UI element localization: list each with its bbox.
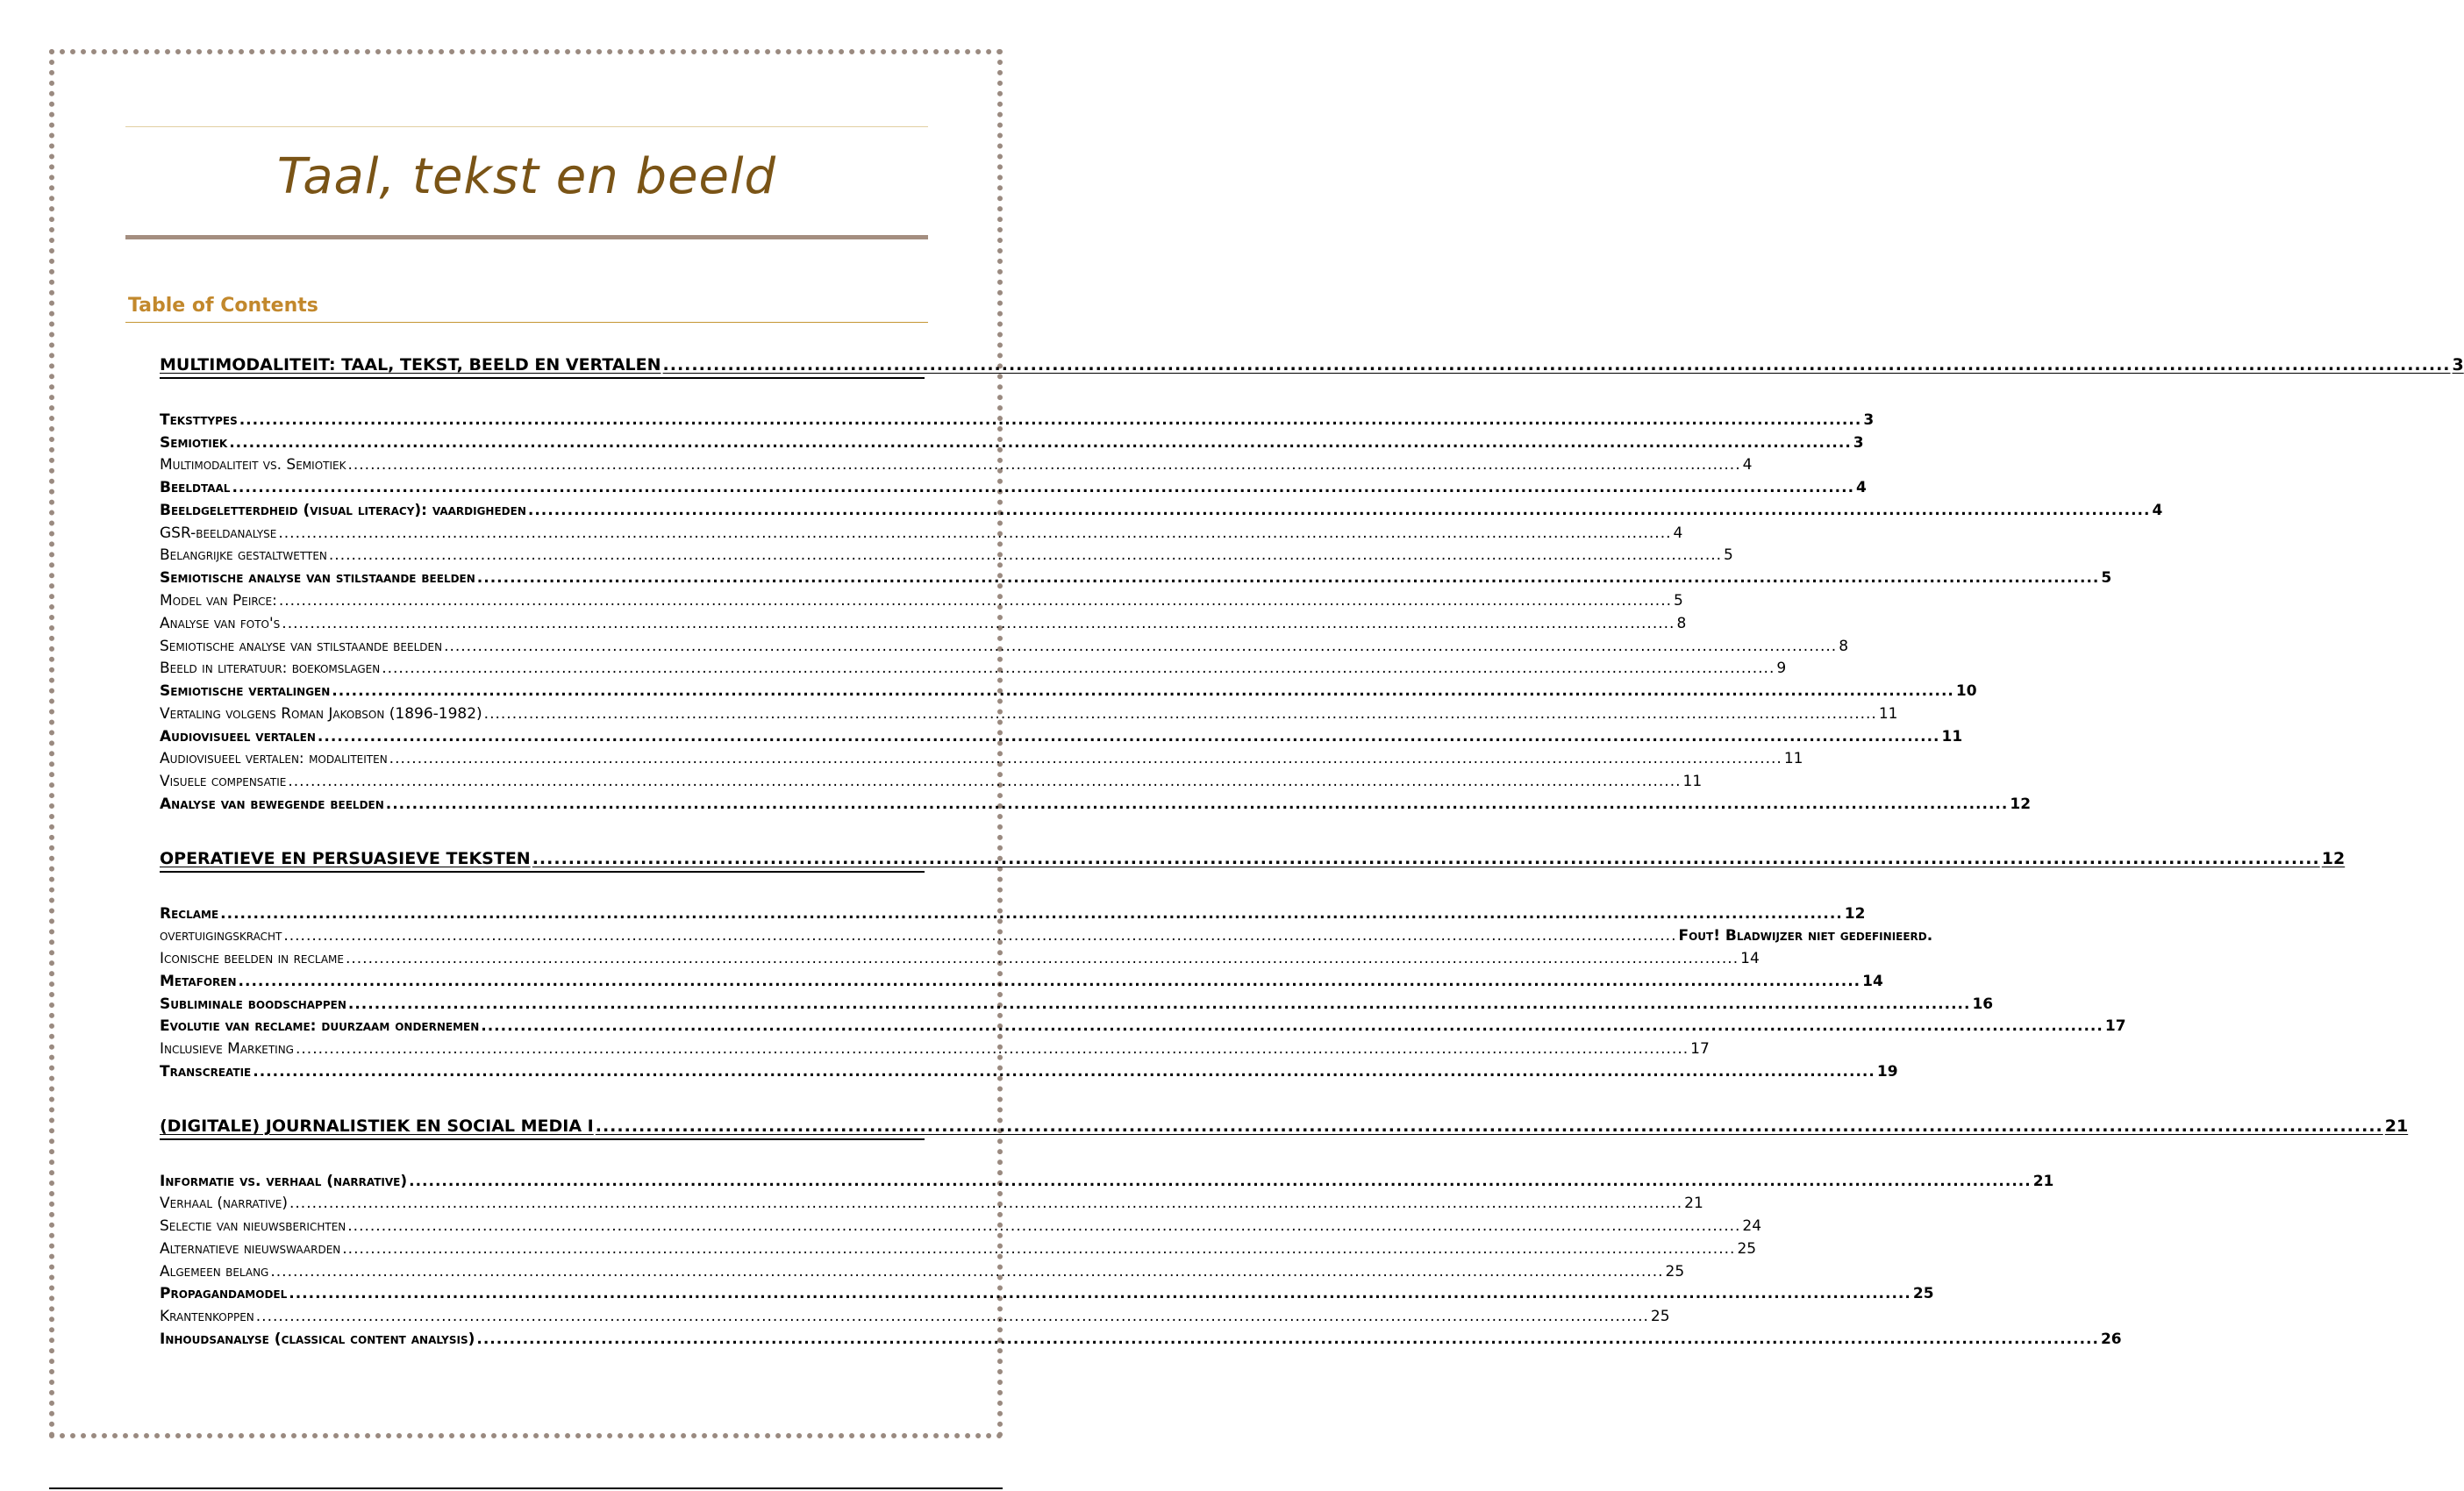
- toc-entry-title: GSR-beeldanalyse: [160, 524, 277, 542]
- toc-entry-title: Reclame: [160, 905, 219, 923]
- toc-section-entry[interactable]: [160, 1114, 2409, 1140]
- toc-leader-dots: [476, 1328, 2099, 1351]
- toc-entry-title: Subliminale boodschappen: [160, 995, 346, 1013]
- toc-entry[interactable]: [160, 1282, 1934, 1305]
- toc-entry[interactable]: [160, 1238, 1757, 1260]
- toc-entry-title: Beeldgeletterdheid (visual literacy): vaardigheden: [160, 502, 526, 519]
- toc-entry-title: Inhoudsanalyse (classical content analysis): [160, 1330, 475, 1348]
- toc-entry[interactable]: [160, 1192, 1703, 1215]
- toc-entry-page: 10: [1955, 682, 1977, 700]
- toc-entry[interactable]: [160, 1038, 1710, 1060]
- toc-entry-page: 24: [1742, 1217, 1762, 1235]
- toc-leader-dots: [528, 499, 2151, 522]
- toc-section-entry[interactable]: [160, 353, 2464, 379]
- toc-entry-title: Teksttypes: [160, 411, 238, 429]
- toc-entry-page: 17: [1690, 1040, 1710, 1058]
- toc-entry-title: Semiotische analyse van stilstaande beelden: [160, 569, 475, 587]
- toc-entry[interactable]: [160, 1060, 1898, 1083]
- toc-entry-page: 21: [2384, 1116, 2409, 1136]
- toc-entry-page: 25: [1650, 1308, 1670, 1325]
- toc-entry[interactable]: [160, 589, 1683, 612]
- toc-entry[interactable]: [160, 747, 1803, 770]
- toc-entry[interactable]: [160, 947, 1760, 970]
- footer-rule: [49, 1487, 1003, 1489]
- toc-entry-page: 11: [1682, 773, 1703, 790]
- toc-leader-dots: [232, 476, 1854, 499]
- toc-entry-page: 4: [1673, 524, 1683, 542]
- toc-entry[interactable]: [160, 680, 1977, 703]
- toc-leader-dots: [481, 1015, 2103, 1038]
- toc-entry-page: 19: [1876, 1063, 1898, 1081]
- toc-entry-title: Alternatieve nieuwswaarden: [160, 1240, 341, 1258]
- toc-entry-title: Audiovisueel vertalen: modaliteiten: [160, 750, 388, 767]
- toc-leader-dots: [278, 522, 1671, 545]
- toc-leader-dots: [342, 1238, 1735, 1260]
- toc-entry[interactable]: [160, 924, 1933, 947]
- toc-entry-title: Informatie vs. verhaal (narrative): [160, 1173, 408, 1190]
- toc-leader-dots: [296, 1038, 1689, 1060]
- toc-leader-dots: [386, 793, 2009, 816]
- toc-leader-dots: [532, 846, 2320, 871]
- toc-entry-page: 14: [1862, 973, 1883, 990]
- toc-leader-dots: [347, 453, 1740, 476]
- toc-entry-title: Selectie van nieuwsberichten: [160, 1217, 346, 1235]
- document-title: Taal, tekst en beeld: [276, 148, 777, 205]
- toc-entry[interactable]: [160, 522, 1683, 545]
- toc-entry-page: 4: [1856, 479, 1867, 496]
- toc-entry-title: Analyse van bewegende beelden: [160, 795, 384, 813]
- toc-leader-dots: [409, 1170, 2032, 1193]
- toc-entry[interactable]: [160, 499, 2163, 522]
- toc-entry[interactable]: [160, 567, 2112, 589]
- toc-entry-title: Semiotiek: [160, 434, 228, 452]
- toc-entry-title: Algemeen belang: [160, 1263, 269, 1281]
- toc-leader-dots: [346, 947, 1739, 970]
- toc-leader-dots: [389, 747, 1782, 770]
- toc-entry-title: Semiotische vertalingen: [160, 682, 331, 700]
- toc-entry[interactable]: [160, 476, 1867, 499]
- toc-leader-dots: [596, 1114, 2383, 1138]
- toc-entry-page: 25: [1912, 1285, 1934, 1302]
- toc-leader-dots: [663, 353, 2451, 377]
- toc-entry-title: MULTIMODALITEIT: TAAL, TEKST, BEELD EN VERTALEN: [160, 355, 661, 375]
- toc-entry[interactable]: [160, 1170, 2054, 1193]
- toc-leader-dots: [382, 657, 1775, 680]
- toc-entry-title: Analyse van foto's: [160, 615, 281, 632]
- toc-leader-dots: [289, 1192, 1682, 1215]
- toc-entry-page: 5: [2101, 569, 2112, 587]
- toc-leader-dots: [318, 725, 1940, 748]
- toc-entry-page: 9: [1776, 660, 1787, 677]
- toc-leader-dots: [347, 1215, 1740, 1238]
- toc-entry-title: Belangrijke gestaltwetten: [160, 546, 327, 564]
- toc-entry-page: 25: [1737, 1240, 1757, 1258]
- toc-entry-title: Beeld in literatuur: boekomslagen: [160, 660, 381, 677]
- toc-entry-title: Beeldtaal: [160, 479, 231, 496]
- toc-leader-dots: [239, 970, 1861, 993]
- toc-leader-dots: [239, 409, 1862, 432]
- toc-entry[interactable]: [160, 970, 1883, 993]
- toc-entry-title: Audiovisueel vertalen: [160, 728, 316, 746]
- toc-entry[interactable]: [160, 1260, 1685, 1283]
- toc-entry-page: 12: [1844, 905, 1866, 923]
- toc-leader-dots: [348, 993, 1971, 1016]
- toc-entry[interactable]: [160, 770, 1703, 793]
- toc-entry[interactable]: [160, 635, 1849, 658]
- toc-entry-page: 12: [2321, 849, 2346, 868]
- toc-entry-title: Semiotische analyse van stilstaande beelden: [160, 638, 443, 655]
- toc-section-entry[interactable]: [160, 846, 2346, 873]
- toc-entry[interactable]: [160, 725, 1963, 748]
- toc-entry-title: Transcreatie: [160, 1063, 252, 1081]
- toc-entry-title: Evolutie van reclame: duurzaam ondernemen: [160, 1017, 480, 1035]
- toc-entry-title: Propagandamodel: [160, 1285, 288, 1302]
- toc-leader-dots: [279, 589, 1672, 612]
- toc-entry-title: Vertaling volgens Roman Jakobson (1896-1982): [160, 705, 482, 723]
- toc-entry[interactable]: [160, 703, 1898, 725]
- toc-entry-page: 11: [1878, 705, 1898, 723]
- toc-entry-page: 8: [1676, 615, 1687, 632]
- toc-leader-dots: [220, 902, 1843, 925]
- toc-leader-dots: [282, 612, 1675, 635]
- toc-entry[interactable]: [160, 544, 1733, 567]
- toc-entry[interactable]: [160, 793, 2032, 816]
- toc-leader-dots: [256, 1305, 1649, 1328]
- toc-entry-page: 4: [2152, 502, 2163, 519]
- toc-entry-title: Model van Peirce:: [160, 592, 277, 610]
- toc-entry-page: 14: [1740, 950, 1760, 967]
- toc-entry-title: OPERATIEVE EN PERSUASIEVE TEKSTEN: [160, 849, 531, 868]
- toc-entry-page: 26: [2100, 1330, 2122, 1348]
- toc-entry-title: Iconische beelden in reclame: [160, 950, 344, 967]
- toc-entry[interactable]: [160, 612, 1687, 635]
- toc-entry-page: 3: [2452, 355, 2464, 375]
- toc-entry[interactable]: [160, 657, 1787, 680]
- toc-entry[interactable]: [160, 1015, 2126, 1038]
- toc-entry-page: 11: [1783, 750, 1803, 767]
- toc-entry[interactable]: [160, 1305, 1670, 1328]
- toc-entry-page: 16: [1972, 995, 1994, 1013]
- toc-entry-page: Fout! Bladwijzer niet gedefinieerd.: [1678, 927, 1933, 945]
- toc-entry-title: Verhaal (narrative): [160, 1195, 288, 1212]
- toc-entry-page: 5: [1724, 546, 1733, 564]
- toc-entry-title: Krantenkoppen: [160, 1308, 254, 1325]
- toc-entry-title: (DIGITALE) JOURNALISTIEK EN SOCIAL MEDIA I: [160, 1116, 594, 1136]
- toc-leader-dots: [484, 703, 1877, 725]
- toc-entry[interactable]: [160, 453, 1753, 476]
- toc-entry-title: Visuele compensatie: [160, 773, 287, 790]
- toc-entry-page: 8: [1839, 638, 1849, 655]
- toc-list: [160, 0, 2464, 1491]
- toc-leader-dots: [289, 1282, 1911, 1305]
- toc-entry-page: 3: [1863, 411, 1875, 429]
- toc-leader-dots: [477, 567, 2100, 589]
- toc-entry[interactable]: [160, 902, 1866, 925]
- toc-entry-page: 11: [1941, 728, 1963, 746]
- toc-entry[interactable]: [160, 432, 1864, 454]
- toc-entry-title: Metaforen: [160, 973, 237, 990]
- toc-leader-dots: [283, 924, 1676, 947]
- toc-entry-page: 21: [1684, 1195, 1703, 1212]
- toc-leader-dots: [288, 770, 1681, 793]
- toc-entry-title: Multimodaliteit vs. Semiotiek: [160, 456, 346, 474]
- toc-entry[interactable]: [160, 993, 1994, 1016]
- toc-entry-page: 25: [1665, 1263, 1685, 1281]
- toc-entry-page: 4: [1742, 456, 1753, 474]
- toc-leader-dots: [253, 1060, 1875, 1083]
- toc-entry-page: 5: [1674, 592, 1683, 610]
- toc-entry[interactable]: [160, 1328, 2122, 1351]
- toc-entry[interactable]: [160, 409, 1875, 432]
- toc-leader-dots: [329, 544, 1722, 567]
- toc-heading: Table of Contents: [128, 295, 318, 317]
- toc-entry-page: 17: [2104, 1017, 2126, 1035]
- toc-leader-dots: [270, 1260, 1663, 1283]
- toc-leader-dots: [444, 635, 1837, 658]
- toc-leader-dots: [332, 680, 1954, 703]
- toc-leader-dots: [229, 432, 1852, 454]
- toc-entry-title: Inclusieve Marketing: [160, 1040, 294, 1058]
- toc-entry-title: overtuigingskracht: [160, 927, 282, 945]
- toc-entry-page: 3: [1853, 434, 1864, 452]
- toc-entry-page: 21: [2032, 1173, 2054, 1190]
- toc-entry-page: 12: [2010, 795, 2032, 813]
- toc-entry[interactable]: [160, 1215, 1762, 1238]
